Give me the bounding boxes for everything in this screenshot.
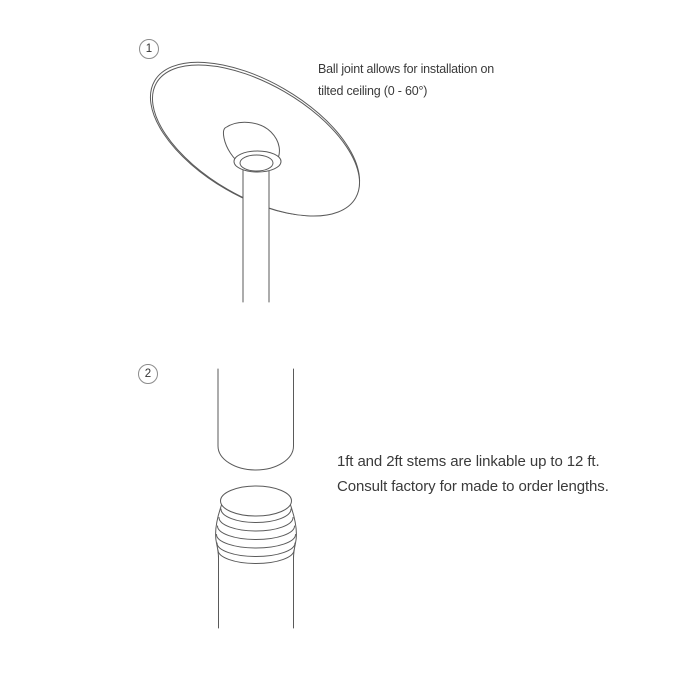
thread-ring-3 xyxy=(218,526,295,540)
linkable-stems-annotation-line2: Consult factory for made to order lengths. xyxy=(337,478,609,495)
ball-joint-annotation xyxy=(318,58,494,102)
callout-2-number: 2 xyxy=(144,368,152,380)
thread-ring-4 xyxy=(217,535,296,549)
thread-ring-2 xyxy=(219,518,293,532)
linkable-stems-illustration xyxy=(216,369,297,628)
ball-joint-annotation-line1: Ball joint allows for installation on xyxy=(318,62,495,76)
linkable-stems-annotation xyxy=(337,449,609,499)
thread-ring-5 xyxy=(217,543,295,557)
callout-2-badge xyxy=(138,364,158,384)
upper-stem-tube xyxy=(218,369,294,470)
callout-1-badge xyxy=(139,39,159,59)
ball-joint-annotation-line2: tilted ceiling (0 - 60°) xyxy=(318,84,428,98)
callout-1-number: 1 xyxy=(145,43,153,55)
lower-stem-top-face xyxy=(221,486,292,516)
linkable-stems-annotation-line1: 1ft and 2ft stems are linkable up to 12 ft. xyxy=(337,453,600,470)
stem-body xyxy=(243,160,270,302)
collar-inner-ring xyxy=(240,155,273,171)
